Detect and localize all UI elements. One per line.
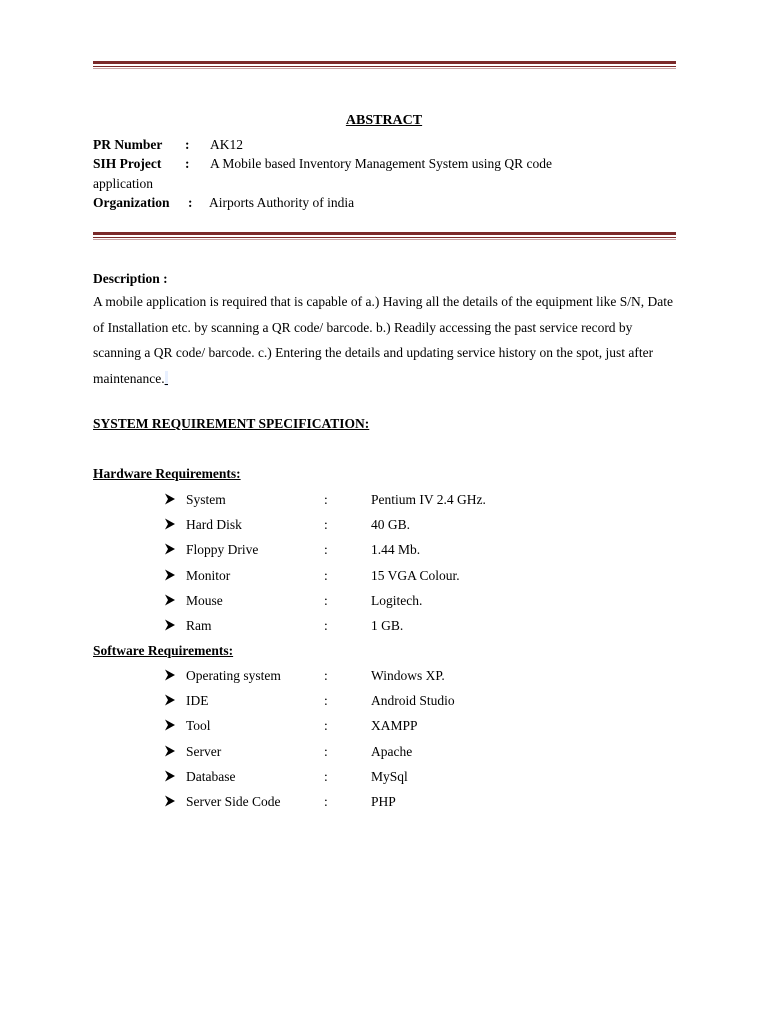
requirement-colon: : — [324, 693, 328, 709]
requirement-colon: : — [324, 492, 328, 507]
requirement-colon: : — [324, 768, 328, 784]
srs-heading: SYSTEM REQUIREMENT SPECIFICATION: — [93, 416, 370, 431]
top-rule — [93, 61, 676, 69]
requirement-value: 1 GB. — [371, 618, 404, 633]
arrowhead-bullet-icon — [163, 668, 177, 682]
meta-organization — [93, 195, 355, 211]
requirement-value: PHP — [371, 794, 396, 809]
requirement-name: Operating system — [186, 668, 281, 683]
requirement-name: Monitor — [186, 567, 231, 583]
meta-value-cont: application — [93, 176, 153, 191]
meta-value: A Mobile based Inventory Management System using QR code — [210, 156, 552, 171]
requirement-name: Hard Disk — [186, 517, 242, 533]
requirement-value: 15 VGA Colour. — [371, 567, 460, 583]
requirement-colon: : — [324, 794, 328, 809]
meta-label: PR Number — [93, 137, 163, 152]
requirement-row — [163, 517, 683, 537]
requirement-name: Ram — [186, 618, 212, 633]
requirement-name: Server Side Code — [186, 794, 281, 809]
arrowhead-bullet-icon — [163, 618, 177, 632]
requirement-row — [163, 618, 683, 638]
requirement-row — [163, 718, 683, 738]
requirement-colon: : — [324, 592, 328, 608]
requirement-row — [163, 769, 683, 789]
meta-value: Airports Authority of india — [209, 195, 355, 210]
description-trailing-mark — [165, 371, 168, 386]
requirement-colon: : — [324, 743, 328, 759]
arrowhead-bullet-icon — [163, 517, 177, 531]
requirement-colon: : — [324, 567, 328, 583]
arrowhead-bullet-icon — [163, 542, 177, 556]
arrowhead-bullet-icon — [163, 693, 177, 707]
description-label: Description : — [93, 271, 168, 286]
arrowhead-bullet-icon — [163, 593, 177, 607]
requirement-name: Mouse — [186, 592, 223, 608]
requirement-name: Server — [186, 743, 222, 759]
requirement-name: Floppy Drive — [186, 542, 259, 558]
requirement-row — [163, 693, 683, 713]
requirement-colon: : — [324, 517, 328, 533]
requirement-value: 40 GB. — [371, 517, 411, 533]
arrowhead-bullet-icon — [163, 794, 177, 808]
meta-label: Organization — [93, 195, 170, 210]
arrowhead-bullet-icon — [163, 718, 177, 732]
requirement-value: Logitech. — [371, 592, 423, 608]
requirement-row — [163, 744, 683, 764]
requirement-row — [163, 593, 683, 613]
description-body: A mobile application is required that is capable of a.) Having all the details of the equipment like S/N, Date of Installation etc. by scanning a QR code/ barcode. b.) Readily accessing the past service record by scanning a QR code/ barcode. c.) Entering the details and updating service history on the spot, just after maintenance. — [93, 294, 673, 386]
arrowhead-bullet-icon — [163, 769, 177, 783]
requirement-value: Apache — [371, 743, 413, 759]
hardware-heading: Hardware Requirements: — [93, 466, 241, 481]
requirement-colon: : — [324, 618, 328, 633]
requirement-name: System — [186, 492, 226, 507]
requirement-row — [163, 794, 683, 814]
meta-label: SIH Project — [93, 156, 162, 171]
meta-sih-project-cont — [93, 176, 153, 192]
meta-sih-project — [93, 156, 552, 172]
abstract-title-text: ABSTRACT — [345, 113, 423, 128]
requirement-row — [163, 568, 683, 588]
abstract-title — [0, 112, 768, 129]
requirement-row — [163, 668, 683, 688]
requirement-value: 1.44 Mb. — [371, 542, 421, 558]
meta-pr-number — [93, 137, 243, 153]
requirement-name: Tool — [186, 718, 211, 734]
requirement-value: MySql — [371, 768, 408, 784]
meta-colon: : — [188, 195, 193, 210]
requirement-row — [163, 492, 683, 512]
requirement-value: Windows XP. — [371, 668, 445, 683]
middle-rule — [93, 232, 676, 240]
requirement-name: IDE — [186, 693, 209, 709]
meta-value: AK12 — [210, 137, 243, 152]
requirement-row — [163, 542, 683, 562]
requirement-value: Android Studio — [371, 693, 455, 709]
meta-colon: : — [185, 156, 190, 171]
arrowhead-bullet-icon — [163, 568, 177, 582]
requirement-colon: : — [324, 668, 328, 683]
requirement-value: XAMPP — [371, 718, 418, 734]
requirement-colon: : — [324, 718, 328, 734]
arrowhead-bullet-icon — [163, 492, 177, 506]
arrowhead-bullet-icon — [163, 744, 177, 758]
requirement-value: Pentium IV 2.4 GHz. — [371, 492, 486, 507]
software-heading: Software Requirements: — [93, 643, 234, 658]
requirement-name: Database — [186, 768, 236, 784]
description-text — [93, 289, 678, 391]
requirement-colon: : — [324, 542, 328, 558]
meta-colon: : — [185, 137, 190, 152]
